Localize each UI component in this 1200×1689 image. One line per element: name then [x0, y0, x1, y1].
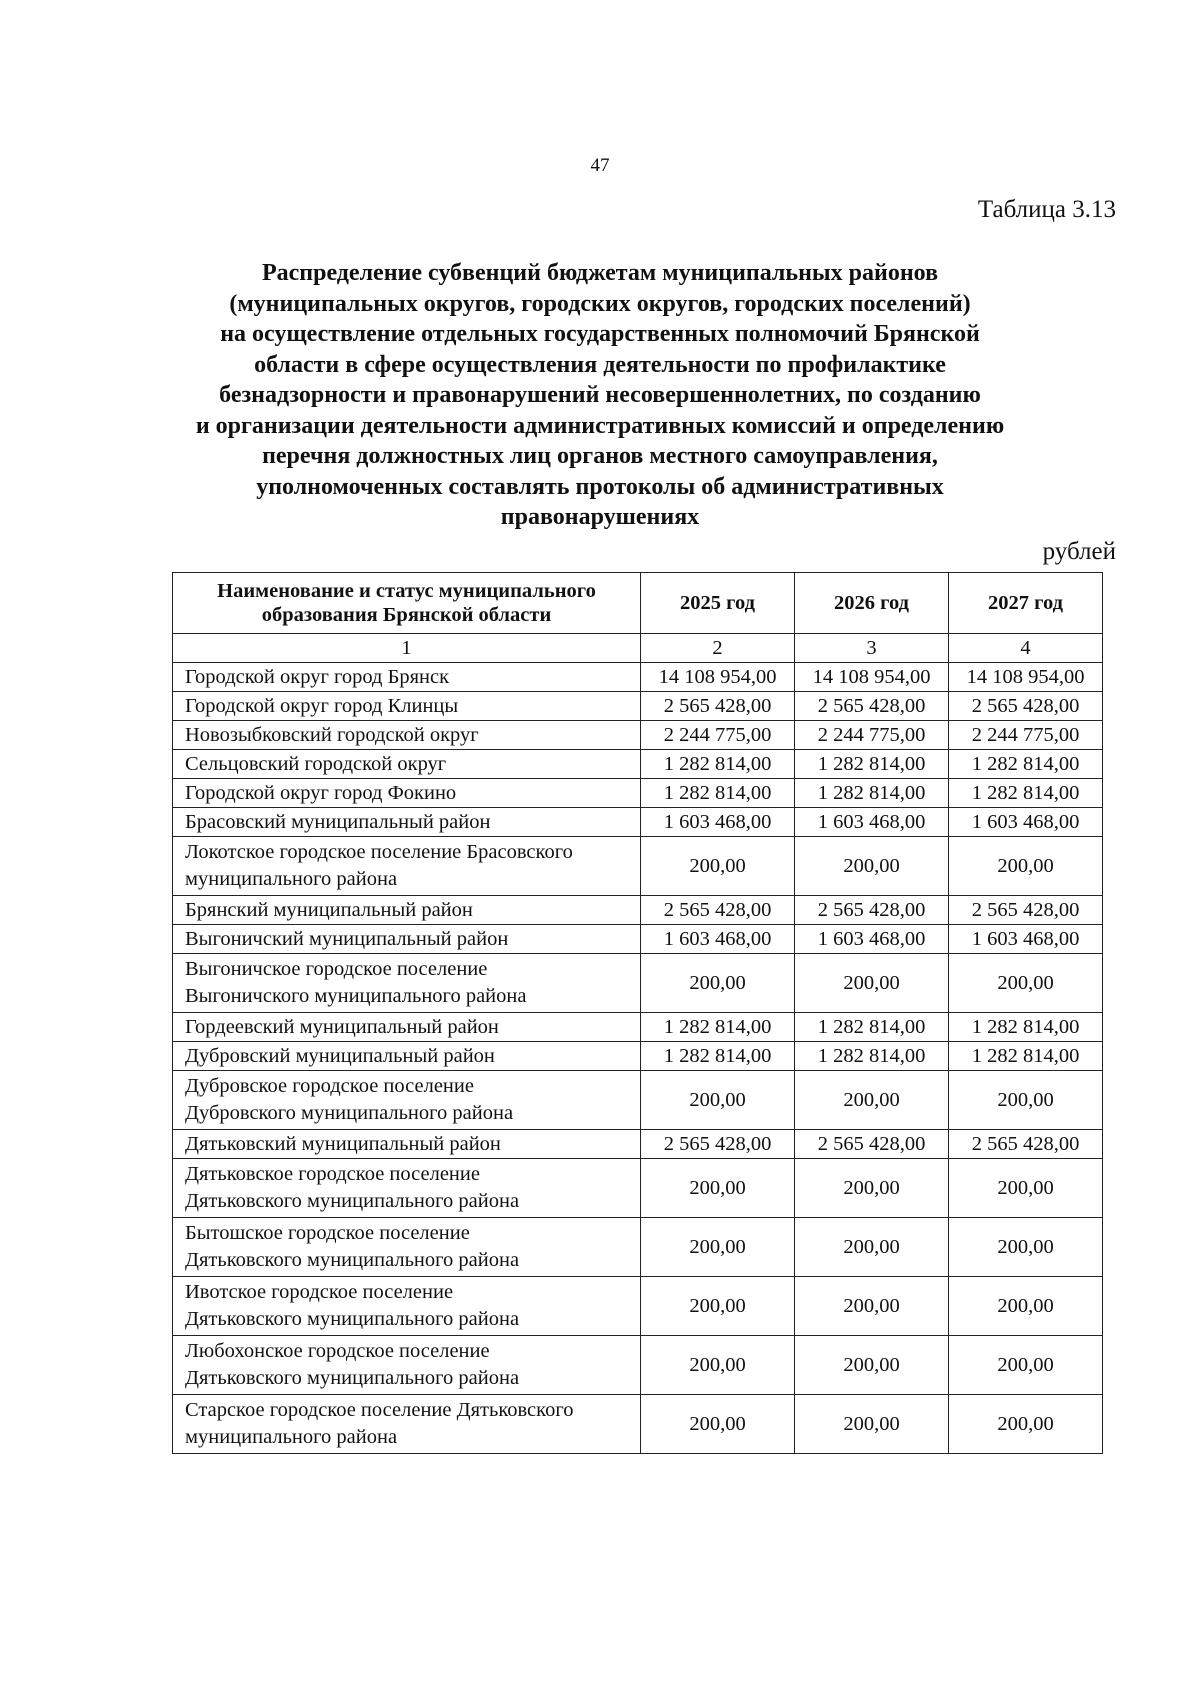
title-line: (муниципальных округов, городских округов, городских поселений)	[229, 290, 971, 317]
table-row	[173, 779, 1103, 808]
table-row	[173, 808, 1103, 837]
amount-2027-cell: 1 282 814,00	[949, 1013, 1103, 1042]
table-row	[173, 1013, 1103, 1042]
table-row	[173, 1336, 1103, 1395]
table-body	[173, 663, 1103, 1454]
municipality-name-cell	[173, 1218, 641, 1277]
amount-2027-cell: 200,00	[949, 1395, 1103, 1454]
amount-2027-cell: 2 565 428,00	[949, 1130, 1103, 1159]
municipality-name-cell	[173, 1277, 641, 1336]
municipality-name-line: Брасовский муниципальный район	[185, 810, 491, 833]
table-row	[173, 692, 1103, 721]
municipality-name-cell	[173, 779, 641, 808]
amount-2026-cell: 1 603 468,00	[795, 925, 949, 954]
amount-2027-cell: 2 244 775,00	[949, 721, 1103, 750]
table-row	[173, 1042, 1103, 1071]
title-line: перечня должностных лиц органов местного самоуправления,	[262, 443, 938, 469]
amount-2025-cell: 2 244 775,00	[641, 721, 795, 750]
municipality-name-cell	[173, 954, 641, 1013]
column-number: 4	[949, 634, 1103, 663]
municipality-name-line: Локотское городское поселение Брасовского	[185, 841, 573, 863]
title-line: правонарушениях	[500, 504, 700, 530]
table-header	[173, 573, 1103, 663]
amount-2026-cell: 200,00	[795, 1159, 949, 1218]
table-row	[173, 1130, 1103, 1159]
table-row	[173, 1159, 1103, 1218]
title-line: уполномоченных составлять протоколы об административных	[256, 473, 944, 500]
amount-2026-cell: 1 282 814,00	[795, 1042, 949, 1071]
amount-2025-cell: 2 565 428,00	[641, 896, 795, 925]
column-number: 3	[795, 634, 949, 663]
municipality-name-cell	[173, 1130, 641, 1159]
amount-2027-cell: 14 108 954,00	[949, 663, 1103, 692]
amount-2026-cell: 200,00	[795, 1395, 949, 1454]
table-row	[173, 1218, 1103, 1277]
municipality-name-cell	[173, 1159, 641, 1218]
page-number: 47	[590, 155, 610, 176]
municipality-name-line: Брянский муниципальный район	[185, 898, 473, 921]
amount-2027-cell: 1 282 814,00	[949, 750, 1103, 779]
amount-2025-cell: 2 565 428,00	[641, 692, 795, 721]
document-title	[150, 258, 1050, 533]
municipality-name-line: Сельцовский городской округ	[185, 752, 447, 775]
municipality-name-line: Дятьковского муниципального района	[185, 1308, 520, 1330]
amount-2025-cell: 14 108 954,00	[641, 663, 795, 692]
amount-2027-cell: 1 603 468,00	[949, 925, 1103, 954]
amount-2026-cell: 14 108 954,00	[795, 663, 949, 692]
municipality-name-cell	[173, 1071, 641, 1130]
amount-2026-cell: 200,00	[795, 1277, 949, 1336]
amount-2026-cell: 200,00	[795, 954, 949, 1013]
municipality-name-cell	[173, 750, 641, 779]
municipality-name-line: Дятьковский муниципальный район	[185, 1132, 501, 1155]
table-row	[173, 1071, 1103, 1130]
table-row	[173, 663, 1103, 692]
municipality-name-line: Любохонское городское поселение	[185, 1340, 490, 1362]
units-label: рублей	[1042, 538, 1116, 565]
municipality-name-line: Дятьковского муниципального района	[185, 1367, 520, 1389]
amount-2026-cell: 1 282 814,00	[795, 779, 949, 808]
amount-2025-cell: 1 282 814,00	[641, 1042, 795, 1071]
amount-2025-cell: 200,00	[641, 1159, 795, 1218]
amount-2027-cell: 200,00	[949, 1071, 1103, 1130]
municipality-name-cell	[173, 692, 641, 721]
table-row	[173, 1395, 1103, 1454]
amount-2025-cell: 1 603 468,00	[641, 925, 795, 954]
title-line: и организации деятельности административных комиссий и определению	[195, 412, 1005, 439]
amount-2025-cell: 200,00	[641, 1395, 795, 1454]
amount-2025-cell: 200,00	[641, 837, 795, 896]
municipality-name-line: Выгоничский муниципальный район	[185, 927, 509, 950]
amount-2025-cell: 200,00	[641, 1218, 795, 1277]
municipality-name-line: Выгоничское городское поселение	[185, 958, 488, 980]
municipality-name-cell	[173, 721, 641, 750]
title-line: Распределение субвенций бюджетам муниципальных районов	[261, 260, 939, 286]
amount-2026-cell: 2 565 428,00	[795, 896, 949, 925]
amount-2027-cell: 200,00	[949, 1277, 1103, 1336]
table-row	[173, 750, 1103, 779]
header-2027: 2027 год	[949, 573, 1103, 634]
column-number: 2	[641, 634, 795, 663]
amount-2026-cell: 1 282 814,00	[795, 1013, 949, 1042]
amount-2027-cell: 200,00	[949, 1218, 1103, 1277]
amount-2026-cell: 200,00	[795, 1071, 949, 1130]
amount-2025-cell: 1 603 468,00	[641, 808, 795, 837]
amount-2025-cell: 1 282 814,00	[641, 750, 795, 779]
amount-2027-cell: 200,00	[949, 1336, 1103, 1395]
header-2026: 2026 год	[795, 573, 949, 634]
title-line: на осуществление отдельных государственных полномочий Брянской	[220, 321, 980, 347]
amount-2027-cell: 2 565 428,00	[949, 692, 1103, 721]
header-2025: 2025 год	[641, 573, 795, 634]
table-row	[173, 896, 1103, 925]
column-number: 1	[173, 634, 641, 663]
municipality-name-line: Выгоничского муниципального района	[185, 985, 527, 1007]
municipality-name-line: Старское городское поселение Дятьковского	[185, 1399, 574, 1421]
municipality-name-cell	[173, 663, 641, 692]
municipality-name-line: Городской округ город Фокино	[185, 781, 457, 804]
amount-2025-cell: 200,00	[641, 1071, 795, 1130]
municipality-name-line: муниципального района	[185, 868, 398, 890]
subventions-table	[172, 572, 1103, 1454]
table-row	[173, 925, 1103, 954]
amount-2027-cell: 2 565 428,00	[949, 896, 1103, 925]
table-row	[173, 1277, 1103, 1336]
amount-2026-cell: 2 244 775,00	[795, 721, 949, 750]
amount-2026-cell: 200,00	[795, 837, 949, 896]
header-name: Наименование и статус муниципального образования Брянской области	[173, 573, 641, 634]
amount-2026-cell: 2 565 428,00	[795, 1130, 949, 1159]
amount-2027-cell: 1 282 814,00	[949, 1042, 1103, 1071]
municipality-name-line: Дятьковского муниципального района	[185, 1249, 520, 1271]
municipality-name-line: Городской округ город Брянск	[185, 665, 450, 688]
municipality-name-line: Дятьковского муниципального района	[185, 1190, 520, 1212]
municipality-name-cell	[173, 896, 641, 925]
municipality-name-line: Гордеевский муниципальный район	[185, 1015, 499, 1038]
municipality-name-line: Городской округ город Клинцы	[185, 694, 459, 717]
municipality-name-cell	[173, 837, 641, 896]
municipality-name-cell	[173, 808, 641, 837]
table-row	[173, 721, 1103, 750]
table-row	[173, 837, 1103, 896]
amount-2026-cell: 200,00	[795, 1336, 949, 1395]
amount-2027-cell: 1 603 468,00	[949, 808, 1103, 837]
municipality-name-cell	[173, 1013, 641, 1042]
amount-2025-cell: 2 565 428,00	[641, 1130, 795, 1159]
municipality-name-cell	[173, 925, 641, 954]
municipality-name-line: Дубровский муниципальный район	[185, 1044, 495, 1067]
title-line: области в сфере осуществления деятельности по профилактике	[254, 351, 946, 378]
amount-2027-cell: 200,00	[949, 837, 1103, 896]
amount-2026-cell: 1 603 468,00	[795, 808, 949, 837]
municipality-name-cell	[173, 1395, 641, 1454]
municipality-name-line: Бытошское городское поселение	[185, 1222, 470, 1244]
amount-2025-cell: 200,00	[641, 1336, 795, 1395]
amount-2026-cell: 200,00	[795, 1218, 949, 1277]
municipality-name-line: Новозыбковский городской округ	[185, 723, 479, 746]
municipality-name-line: Дятьковское городское поселение	[185, 1163, 480, 1185]
table-row	[173, 954, 1103, 1013]
amount-2026-cell: 1 282 814,00	[795, 750, 949, 779]
municipality-name-line: Ивотское городское поселение	[185, 1281, 454, 1303]
amount-2027-cell: 1 282 814,00	[949, 779, 1103, 808]
title-line: безнадзорности и правонарушений несовершеннолетних, по созданию	[219, 382, 981, 408]
municipality-name-cell	[173, 1336, 641, 1395]
amount-2027-cell: 200,00	[949, 954, 1103, 1013]
amount-2025-cell: 200,00	[641, 954, 795, 1013]
municipality-name-cell	[173, 1042, 641, 1071]
amount-2027-cell: 200,00	[949, 1159, 1103, 1218]
amount-2025-cell: 1 282 814,00	[641, 779, 795, 808]
municipality-name-line: муниципального района	[185, 1426, 398, 1448]
table-label: Таблица 3.13	[977, 196, 1116, 223]
municipality-name-line: Дубровского муниципального района	[185, 1102, 514, 1124]
amount-2025-cell: 1 282 814,00	[641, 1013, 795, 1042]
amount-2026-cell: 2 565 428,00	[795, 692, 949, 721]
municipality-name-line: Дубровское городское поселение	[185, 1075, 474, 1097]
amount-2025-cell: 200,00	[641, 1277, 795, 1336]
